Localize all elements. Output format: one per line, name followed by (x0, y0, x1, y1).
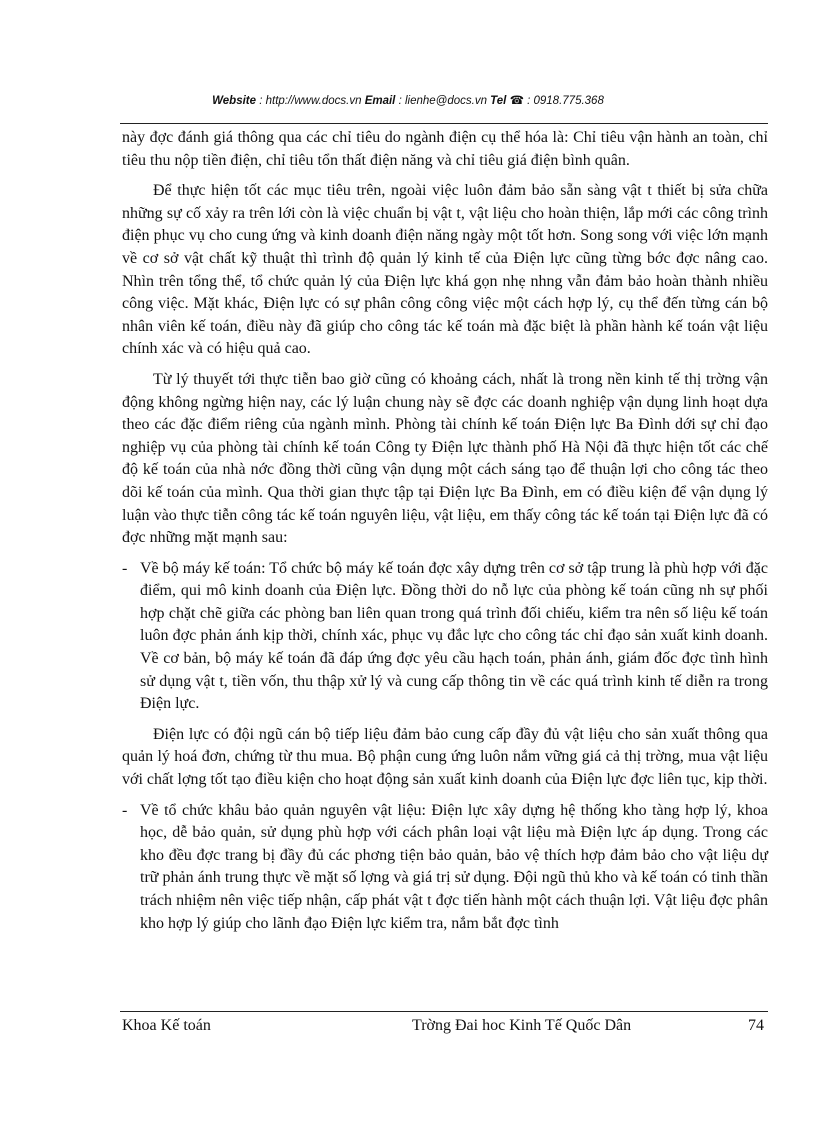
paragraph-4: Điện lực có đội ngũ cán bộ tiếp liệu đảm bảo cung cấp đầy đủ vật liệu cho sản xuất thông qua quản lý hoá đơn, chứng từ thu mua. Bộ phận cung ứng luôn nắm vững giá cả thị trờng, mua vật liệu với chất lợng tốt tạo điều kiện cho hoạt động sản xuất kinh doanh của Điện lực đợc liên tục, kịp thời. (122, 725, 768, 789)
paragraph-3: Từ lý thuyết tới thực tiễn bao giờ cũng có khoảng cách, nhất là trong nền kinh tế thị trờng vận động không ngừng hiện nay, các lý luận chung này sẽ đợc các doanh nghiệp vận dụng linh hoạt dựa theo các đặc điểm riêng của ngành mình. Phòng tài chính kế toán Điện lực Ba Đình dới sự chỉ đạo nghiệp vụ của phòng tài chính kế toán Công ty Điện lực thành phố Hà Nội đã thực hiện tốt các chế độ kế toán của nhà nớc đồng thời cũng vận dụng một cách sáng tạo để thuận lợi cho công tác theo dõi kế toán của mình. Qua thời gian thực tập tại Điện lực Ba Đình, em có điều kiện để vận dụng lý luận vào thực tiễn công tác kế toán nguyên liệu, vật liệu, em thấy công tác kế toán tại Điện lực đã có đợc những mặt mạnh sau: (122, 370, 768, 547)
footer-department: Khoa Kế toán (122, 1017, 211, 1034)
bullet-text-2: Về tổ chức khâu bảo quản nguyên vật liệu: Điện lực xây dựng hệ thống kho tàng hợp lý, khoa học, dễ bảo quản, sử dụng phù hợp với cách phân loại vật liệu mà Điện lực áp dụng. Trong các kho đều đợc trang bị đầy đủ các phơng tiện bảo quản, bảo vệ thích hợp đảm bảo cho vật liệu dự trữ phản ánh trung thực về mặt số lợng và giá trị sử dụng. Đội ngũ thủ kho và kế toán có tinh thần trách nhiệm nên việc tiếp nhận, cấp phát vật t đợc tiến hành một cách thuận lợi. Vật liệu đợc phân kho hợp lý giúp cho lãnh đạo Điện lực kiểm tra, nắm bắt đợc tình (140, 801, 768, 932)
phone-icon: ☎ (509, 95, 524, 107)
page-body (122, 127, 768, 935)
paragraph-2: Để thực hiện tốt các mục tiêu trên, ngoài việc luôn đảm bảo sẵn sàng vật t thiết bị sửa chữa những sự cố xảy ra trên lới còn là việc chuẩn bị vật t, vật liệu cho hoàn thiện, lắp mới các công trình điện phục vụ cho cung ứng và kinh doanh điện năng ngày một tốt hơn. Song song với việc lớn mạnh về cơ sở vật chất kỹ thuật thì trình độ quản lý kinh tế của Điện lực cũng từng bớc đợc nâng cao. Nhìn trên tổng thể, tổ chức quản lý của Điện lực khá gọn nhẹ nhng vẫn đảm bảo hoàn thành nhiều công việc. Mặt khác, Điện lực có sự phân công công việc một cách hợp lý, cụ thể đến từng cán bộ nhân viên kế toán, điều này đã giúp cho công tác kế toán mà đặc biệt là phần hành kế toán vật liệu chính xác và có hiệu quả cao. (122, 182, 768, 358)
bullet-dash: - (122, 559, 128, 577)
email-value: lienhe@docs.vn (404, 95, 487, 107)
footer-university: Trờng Đai hoc Kinh Tế Quốc Dân (412, 1017, 632, 1034)
tel-label: Tel (490, 95, 507, 107)
tel-value: 0918.775.368 (533, 95, 604, 107)
bullet-dash: - (122, 801, 128, 819)
bullet-item-2 (122, 800, 768, 936)
page-header: Website : http://www.docs.vn Email : lienhe@docs.vn Tel ☎ : 0918.775.368 (212, 95, 604, 107)
website-value: http://www.docs.vn (265, 95, 362, 107)
header-divider (120, 123, 768, 124)
website-label: Website (212, 95, 257, 107)
footer-divider (120, 1011, 768, 1012)
email-label: Email (364, 95, 396, 107)
page-number: 74 (748, 1017, 764, 1034)
paragraph-1: này đợc đánh giá thông qua các chỉ tiêu do ngành điện cụ thể hóa là: Chỉ tiêu vận hành an toàn, chỉ tiêu thu nộp tiền điện, chỉ tiêu tổn thất điện năng và chỉ tiêu giá điện bình quân. (122, 129, 768, 169)
bullet-item-1 (122, 558, 768, 716)
bullet-text-1: Về bộ máy kế toán: Tổ chức bộ máy kế toán đợc xây dựng trên cơ sở tập trung là phù hợp với đặc điểm, qui mô kinh doanh của Điện lực. Đồng thời do nỗ lực của phòng kế toán cũng nh sự phối hợp chặt chẽ giữa các phòng ban liên quan trong quá trình đối chiếu, kiểm tra nên số liệu kế toán luôn đợc phản ánh kịp thời, chính xác, phục vụ đắc lực cho công tác chỉ đạo sản xuất kinh doanh. Về cơ bản, bộ máy kế toán đã đáp ứng đợc yêu cầu hạch toán, phản ánh, giám đốc đợc tình hình sử dụng vật t, tiền vốn, thu thập xử lý và cung cấp thông tin về các quá trình kinh tế diễn ra trong Điện lực. (140, 559, 768, 713)
